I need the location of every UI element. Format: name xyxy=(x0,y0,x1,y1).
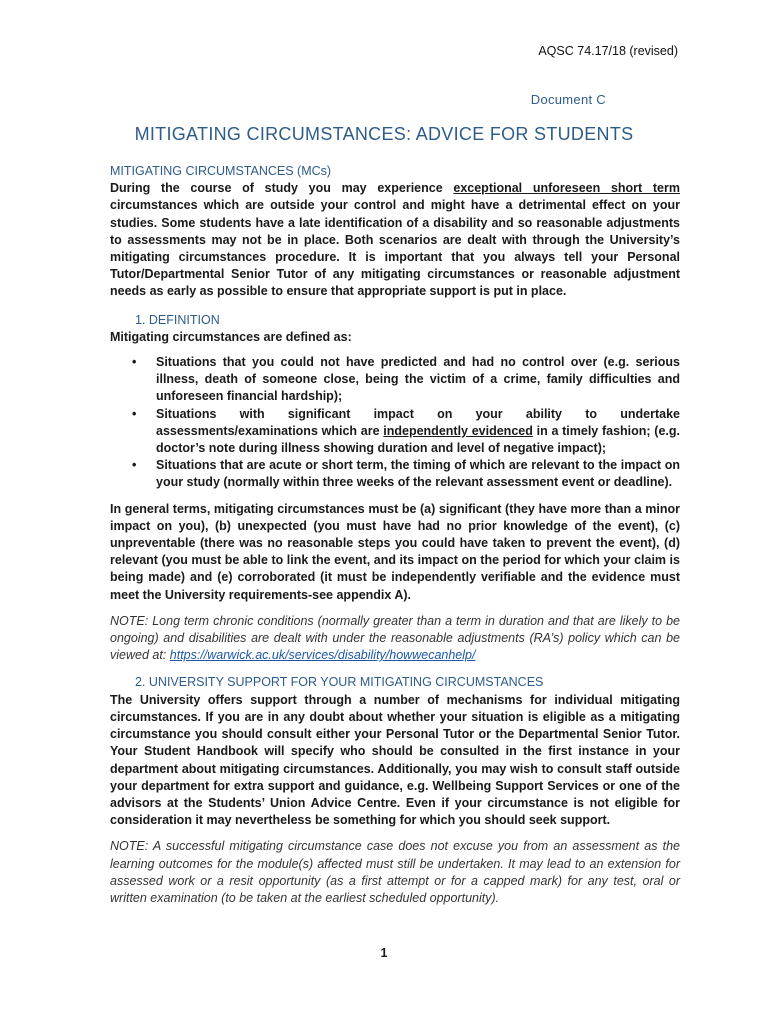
intro-text-a: During the course of study you may experience xyxy=(110,181,454,196)
intro-heading: MITIGATING CIRCUMSTANCES (MCs) xyxy=(110,164,332,178)
page-number: 1 xyxy=(380,946,388,960)
document-reference: AQSC 74.17/18 (revised) xyxy=(538,44,678,58)
intro-text-b: circumstances which are outside your control and might have a detrimental effect on your studies. Some students have a late identification of a disability and so reasonable adjustments to assessments may not be in place. Both scenarios are dealt with through the University’s mitigating circumstances procedure. It is important that you always tell your Personal Tutor/Departmental Senior Tutor of any mitigating circumstances or reasonable adjustment needs as early as possible to ensure that appropriate support is put in place. xyxy=(110,198,680,299)
list-item-text: Situations that are acute or short term, the timing of which are relevant to the impact on your study (normally within three weeks of the relevant assessment event or deadline). xyxy=(156,458,680,490)
document-body xyxy=(110,163,680,907)
general-terms-paragraph: In general terms, mitigating circumstances must be (a) significant (they have more than a minor impact on you), (b) unexpected (you must have had no prior knowledge of the event), (c) unpreventable (there was no reasonable steps you could have taken to prevent the event), (d) relevant (you must be able to link the event, and its impact on the period for which your claim is being made) and (e) corroborated (it must be independently verifiable and the evidence must meet the University requirements-see appendix A). xyxy=(110,501,680,602)
disability-policy-link[interactable]: https://warwick.ac.uk/services/disability/howwecanhelp/ xyxy=(169,648,476,663)
intro-underlined-text: exceptional unforeseen short term xyxy=(453,181,680,196)
bullet-icon: • xyxy=(132,355,137,370)
support-paragraph: The University offers support through a number of mechanisms for individual mitigating circumstances. If you are in any doubt about whether your situation is eligible as a mitigating circumstance you should consult either your Personal Tutor or the Departmental Senior Tutor. Your Student Handbook will specify who should be consulted in the first instance in your department about mitigating circumstances. Additionally, you may wish to consult staff outside your department for extra support and guidance, e.g. Wellbeing Support Services or one of the advisors at the Students’ Union Advice Centre. Even if your circumstance is not eligible for consideration it may nevertheless be something for which you should seek support. xyxy=(110,692,680,828)
definition-lead: Mitigating circumstances are defined as: xyxy=(110,329,352,344)
support-note: NOTE: A successful mitigating circumstance case does not excuse you from an assessment as the learning outcomes for the module(s) affected must still be undertaken. It may lead to an extension for assessed work or a resit opportunity (as a first attempt or for a capped mark) for any test, oral or written examination (to be taken at the earliest scheduled opportunity). xyxy=(110,839,680,905)
list-item-text: Situations with significant impact on your ability to undertake assessments/examinations which are xyxy=(156,406,680,438)
list-item xyxy=(110,354,680,406)
note-text: NOTE: Long term chronic conditions (normally greater than a term in duration and that are likely to be ongoing) and disabilities are dealt with under the reasonable adjustments (RA’s) policy which can be viewed at: xyxy=(110,613,680,663)
list-item-underlined-text: independently evidenced xyxy=(383,423,533,438)
page-title: MITIGATING CIRCUMSTANCES: ADVICE FOR STUDENTS xyxy=(134,124,634,144)
list-item xyxy=(110,406,680,458)
list-item-text: Situations that you could not have predicted and had no control over (e.g. serious illness, death of someone close, being the victim of a crime, family difficulties and unforeseen financial hardship); xyxy=(156,355,680,404)
list-item-text: in a timely fashion; (e.g. doctor’s note during illness showing duration and level of negative impact); xyxy=(156,423,681,456)
definition-heading: 1. DEFINITION xyxy=(135,312,220,327)
definition-note xyxy=(110,613,680,665)
definition-list xyxy=(110,354,680,492)
document-label: Document C xyxy=(530,92,606,107)
intro-paragraph xyxy=(110,180,680,300)
bullet-icon: • xyxy=(132,458,137,473)
support-heading: 2. UNIVERSITY SUPPORT FOR YOUR MITIGATING CIRCUMSTANCES xyxy=(135,675,544,690)
list-item xyxy=(110,457,680,491)
bullet-icon: • xyxy=(132,406,137,421)
